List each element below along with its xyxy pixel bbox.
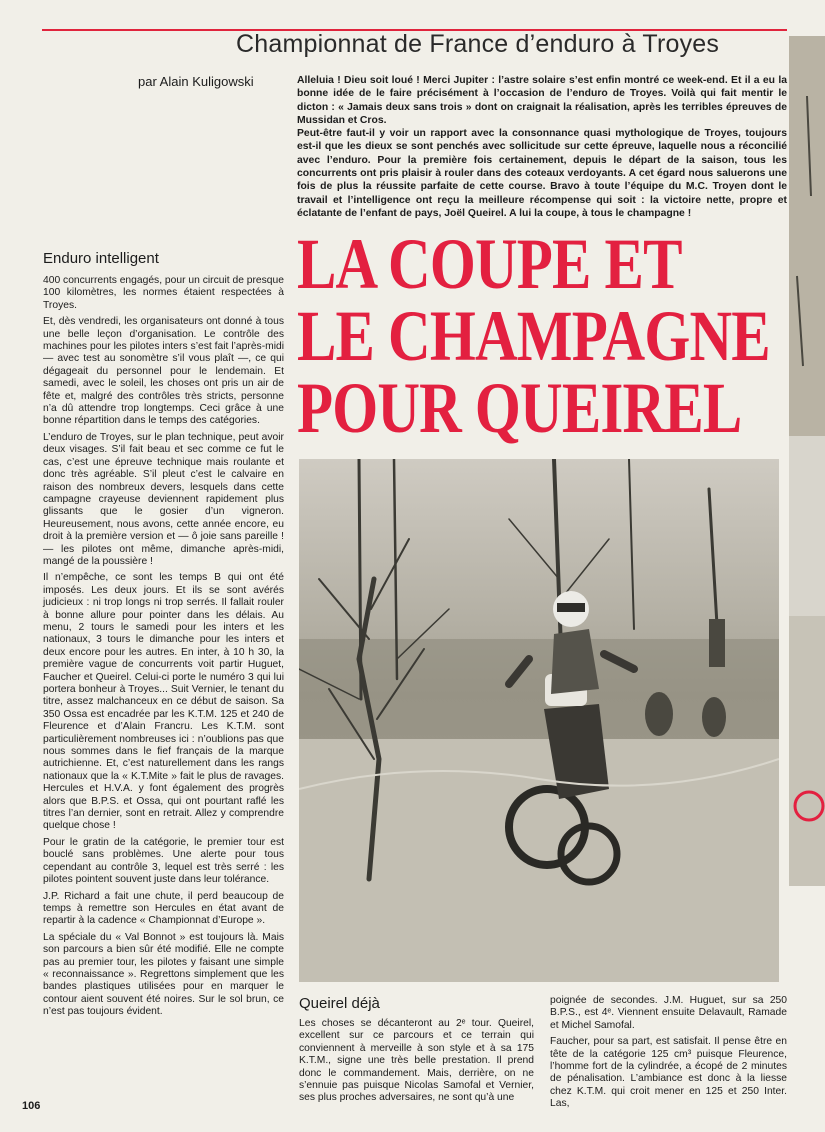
intro-paragraph: Alleluia ! Dieu soit loué ! Merci Jupiter : l’astre solaire s’est enfin montré ce week-end. Et il a eu la bonne idée de le faire précisément à l’occasion de l’enduro de Troyes. Voilà qui fait mentir le dicton : « Jamais deux sans trois » dont on craignait la réalisation, après les terribles épreuves de Mussidan et Cros. [297, 75, 787, 126]
photo-edge-strip [789, 36, 825, 886]
text-column-left [43, 275, 284, 1023]
paragraph: Les choses se décanteront au 2ᵉ tour. Queirel, excellent sur ce parcours et ce terrain qui conviennent à merveille à son style et à sa 175 K.T.M., signe une très belle prestation. Il prend donc le commandement. Mais, derrière, on ne s’ennuie pas puisque Nicolas Samofal et Vernier, ses plus proches adversaires, ne sont qu’à une [299, 1018, 534, 1104]
paragraph: Et, dès vendredi, les organisateurs ont donné à tous une belle leçon d’organisation. Le contrôle des machines pour les pilotes inters s’est fait l’après-midi — avec test au sonomètre s’il vous plaît —, ce qui dégageait du personnel pour le lendemain. Et samedi, avec le soleil, les choses ont pris un air de fête et, malgré des contrôles très stricts, personne n’a dû attendre trop longtemps. Ceci grâce à une bonne répartition dans le temps des catégories. [43, 316, 284, 427]
paragraph: L’enduro de Troyes, sur le plan technique, peut avoir deux visages. S’il fait beau et sec comme ce fut le cas, c’est une épreuve technique mais roulante et donc très agréable. S’il pleut c’est le calvaire en raison des nombreux devers, lesquels dans cette campagne crayeuse deviennent rapidement plus glissants que le gosier d’un vigneron. Heureusement, nous avons, cette année encore, eu droit à la première version et — ô joie sans pareille ! — les pilotes ont même, dimanche après-midi, mangé de la poussière ! [43, 431, 284, 567]
byline: par Alain Kuligowski [138, 74, 254, 89]
intro-paragraph: Peut-être faut-il y voir un rapport avec la consonnance quasi mythologique de Troyes, toujours est-il que les dieux se sont penchés avec sollicitude sur cette épreuve, laquelle nous a réconcilié avec l’enduro. Pour la première fois certainement, depuis le départ de la saison, tous les concurrents ont pris plaisir à rouler dans des coteaux verdoyants. A cet égard nous saluerons une fois de plus la réussite parfaite de cette course. Bravo à toute l’équipe du M.C. Troyen dont le travail et l’intelligence ont reçu la meilleure récompense qui soit : la victoire nette, propre et éclatante de l’enfant de pays, Joël Queirel. A lui la coupe, à tous le champagne ! [297, 128, 787, 219]
enduro-rider-photo [299, 459, 779, 982]
headline-line: LA COUPE ET [297, 224, 682, 304]
text-column-middle [299, 1018, 534, 1109]
intro-text [297, 74, 787, 220]
paragraph: Faucher, pour sa part, est satisfait. Il pense être en tête de la catégorie 125 cm³ puisque Fleurence, l’homme fort de la cylindrée, a écopé de 2 minutes de pénalisation. L’ambiance est donc à la liesse chez K.T.M. qui croit mener en 125 et 250 Inter. Las, [550, 1036, 787, 1110]
headline-line: LE CHAMPAGNE [297, 296, 770, 376]
headline-line: POUR QUEIREL [297, 368, 742, 448]
paragraph: J.P. Richard a fait une chute, il perd beaucoup de temps à remettre son Hercules en état avant de repartir à la cadence « Championnat d’Europe ». [43, 890, 284, 927]
paragraph: Pour le gratin de la catégorie, le premier tour est bouclé sans problèmes. Une alerte pour tous cependant au contrôle 3, lequel est très serré : les pilotes pointent souvent juste dans leur tolérance. [43, 836, 284, 886]
paragraph: Il n’empêche, ce sont les temps B qui ont été imposés. Les deux jours. Et ils se sont avérés judicieux : ni trop longs ni trop serrés. Il fallait rouler à bonne allure pour pointer dans les délais. Au menu, 2 tours le samedi pour les inters et les nationaux, 3 tours le dimanche pour les inters et deux encore pour les autres. En inter, à 10 h 30, la première vague de concurrents voit partir Huguet, Faucher et Queirel. Celui-ci porte le numéro 3 qui lui portera bonheur à Troyes... Suit Vernier, le tenant du titre, assez malchanceux en ce début de saison. Sa 350 Ossa est encadrée par les K.T.M. 125 et 240 de Fleurence et d’Alain Francru. Les K.T.M. sont particulièrement nombreuses ici : n’oublions pas que nous sommes dans le fief français de la marque autrichienne. Et, c’est naturellement dans les rangs nationaux que la « K.T.Mite » fait le plus de ravages. Hercules et H.V.A. y font également des progrès alors que B.P.S. et Ossa, qui ont pourtant raflé les titres l’an dernier, sont en retrait. Allez y comprendre quelque chose ! [43, 572, 284, 832]
paragraph: 400 concurrents engagés, pour un circuit de presque 100 kilomètres, les normes étaient respectées à Troyes. [43, 275, 284, 311]
page-number: 106 [22, 1100, 41, 1112]
section-title-enduro-intelligent: Enduro intelligent [43, 250, 159, 267]
text-column-right [550, 995, 787, 1115]
paragraph: poignée de secondes. J.M. Huguet, sur sa 250 B.P.S., est 4ᵉ. Viennent ensuite Delavault, Ramade et Michel Samofal. [550, 995, 787, 1031]
paragraph: La spéciale du « Val Bonnot » est toujours là. Mais son parcours a bien sûr été modifié. Elle ne compte pas au premier tour, les pilotes y faisant une simple « reconnaissance ». Regrettons simplement que les bandes plastiques utilisées pour en marquer le contour aient souvent été noires. Sur le sol brun, ce n’est pas toujours évident. [43, 931, 284, 1018]
page-header: Championnat de France d’enduro à Troyes [236, 30, 720, 58]
headline [297, 224, 770, 448]
section-title-queirel-deja: Queirel déjà [299, 995, 380, 1012]
